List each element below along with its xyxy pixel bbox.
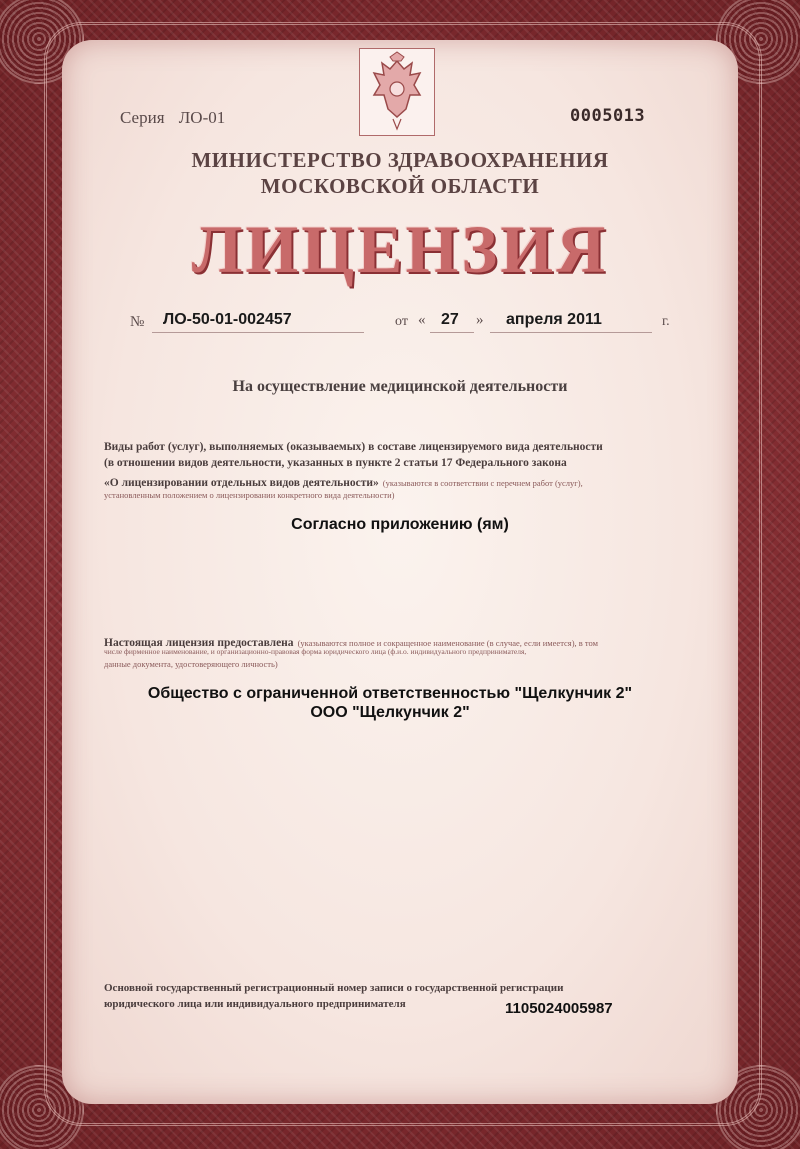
granted-label: Настоящая лицензия предоставлена: [104, 637, 294, 649]
ogrn-caption-line-1: Основной государственный регистрационный номер записи о государственной регистрации: [104, 982, 564, 994]
from-label: от: [395, 314, 408, 329]
license-day: 27: [441, 311, 459, 328]
works-caption-line-4: установленным положением о лицензировании конкретного вида деятельности): [104, 490, 395, 500]
organization-short-name: ООО "Щелкунчик 2": [310, 704, 470, 721]
number-sign: №: [130, 314, 145, 330]
series-value: ЛО-01: [178, 108, 226, 127]
ministry-line-2: МОСКОВСКОЙ ОБЛАСТИ: [260, 174, 540, 198]
coat-of-arms-icon: [359, 48, 435, 136]
document-title: ЛИЦЕНЗИЯ: [191, 211, 609, 287]
quote-open: «: [418, 312, 426, 328]
license-number: ЛО-50-01-002457: [163, 311, 292, 328]
ogrn-caption-line-2: юридического лица или индивидуального предпринимателя: [104, 998, 406, 1010]
series-label: Серия: [120, 108, 165, 127]
granted-note-3: данные документа, удостоверяющего личность): [104, 659, 278, 669]
license-month-year: апреля 2011: [506, 311, 602, 328]
ogrn-value: 1105024005987: [505, 1000, 613, 1017]
works-note: (указываются в соответствии с перечнем работ (услуг),: [382, 478, 583, 488]
ministry-line-1: МИНИСТЕРСТВО ЗДРАВООХРАНЕНИЯ: [191, 148, 609, 172]
underline: [490, 332, 652, 333]
works-caption-line-3: [104, 473, 583, 491]
granted-note-2: числе фирменное наименование, и организационно-правовая форма юридического лица (ф.и.о. индивидуального предпринимателя,: [104, 647, 527, 656]
series: [120, 108, 225, 128]
works-caption-line-1: Виды работ (услуг), выполняемых (оказываемых) в составе лицензируемого вида деятельности: [104, 441, 603, 453]
granted-note-1: (указываются полное и сокращенное наименование (в случае, если имеется), в том: [297, 638, 598, 648]
licensed-activity: На осуществление медицинской деятельности: [232, 378, 568, 395]
works-value: Согласно приложению (ям): [291, 516, 509, 533]
law-name: «О лицензировании отдельных видов деятельности»: [104, 477, 379, 489]
blank-number: 0005013: [570, 106, 646, 126]
underline: [152, 332, 364, 333]
organization-full-name: Общество с ограниченной ответственностью "Щелкунчик 2": [147, 685, 633, 702]
underline: [430, 332, 474, 333]
quote-close: »: [476, 312, 484, 328]
year-suffix: г.: [662, 314, 670, 329]
paper-field: [62, 40, 738, 1104]
works-caption-line-2: (в отношении видов деятельности, указанных в пункте 2 статьи 17 Федерального закона: [104, 457, 567, 469]
